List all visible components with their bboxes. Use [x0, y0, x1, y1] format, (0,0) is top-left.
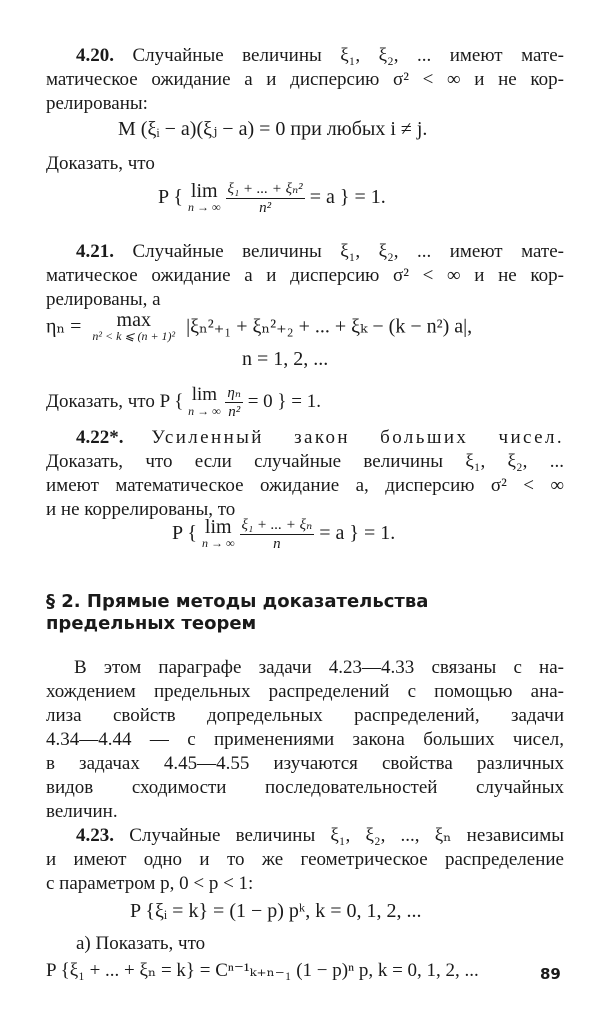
problem-4-23-line3: с параметром p, 0 < p < 1:	[46, 873, 254, 894]
section-para-line: В этом параграфе задачи 4.23—4.33 связаны с на-	[74, 657, 564, 678]
lim-text: lim	[190, 179, 218, 202]
fraction	[240, 516, 315, 553]
section-para-line: величин.	[46, 801, 118, 822]
problem-4-21-range: n = 1, 2, ...	[242, 348, 329, 370]
problem-4-23-item-a: а) Показать, что	[76, 933, 206, 954]
problem-4-20-line1	[46, 44, 564, 68]
problem-4-20-text1: Случайные величины ξ₁, ξ₂, ... имеют мате-	[132, 45, 564, 66]
problem-4-20-line3: релированы:	[46, 93, 148, 114]
max-operator	[92, 309, 176, 344]
fraction-denominator: n²	[259, 200, 272, 216]
section-para-line: лиза свойств допредельных распределений, задачи	[46, 705, 564, 726]
lim-text: lim	[204, 515, 232, 538]
limit-operator	[188, 383, 221, 419]
problem-4-21-formula1	[46, 309, 473, 344]
section-para-line: видов сходимости последовательностей случайных	[46, 777, 564, 798]
problem-4-22-line2: Доказать, что если случайные величины ξ₁, ξ₂, ...	[46, 451, 564, 472]
problem-4-22-line4: и не коррелированы, то	[46, 499, 236, 520]
problem-4-23-formula1: P {ξᵢ = k} = (1 − p) pᵏ, k = 0, 1, 2, ...	[130, 900, 422, 922]
fraction	[226, 180, 305, 217]
problem-4-21-line2: матическое ожидание a и дисперсию σ² < ∞ и не кор-	[46, 265, 564, 286]
lim-text: lim	[191, 383, 218, 405]
problem-4-23-line1	[46, 824, 564, 848]
problem-4-20-formula2	[158, 180, 386, 217]
formula-suffix: = a } = 1.	[309, 186, 386, 209]
problem-4-21-number: 4.21.	[76, 241, 114, 262]
max-text: max	[116, 309, 151, 331]
problem-4-21-text1: Случайные величины ξ₁, ξ₂, ... имеют мате-	[132, 241, 564, 262]
lim-subscript: n → ∞	[187, 199, 221, 214]
problem-4-23-text1: Случайные величины ξ₁, ξ₂, ..., ξₙ независимы	[129, 825, 564, 846]
lim-subscript: n → ∞	[201, 535, 235, 550]
formula-lhs: ηₙ =	[46, 315, 82, 338]
problem-4-21-line1	[46, 240, 564, 264]
fraction	[225, 384, 243, 421]
problem-4-20-line2: матическое ожидание a и дисперсию σ² < ∞ и не кор-	[46, 69, 564, 90]
formula-suffix: = a } = 1.	[319, 522, 396, 545]
formula-suffix: = 0 } = 1.	[247, 390, 322, 412]
limit-operator	[187, 179, 221, 215]
problem-4-20-number: 4.20.	[76, 45, 114, 66]
problem-4-21-prove: Доказать, что	[46, 390, 155, 412]
section-heading-line2: предельных теорем	[46, 613, 257, 634]
problem-4-23-formula2: P {ξ₁ + ... + ξₙ = k} = Cⁿ⁻¹ₖ₊ₙ₋₁ (1 − p)ⁿ p, k = 0, 1, 2, ...	[46, 960, 479, 981]
max-subscript: n² < k ⩽ (n + 1)²	[92, 329, 176, 343]
fraction-numerator: ξ₁ + ... + ξₙ	[241, 517, 313, 533]
problem-4-22-number: 4.22*.	[76, 427, 124, 448]
section-para-line: 4.34—4.44 — с применениями закона больших чисел,	[46, 729, 564, 750]
problem-4-22-formula	[172, 516, 395, 553]
formula-prefix: P {	[159, 390, 184, 412]
section-para-line: хождением предельных распределений с помощью ана-	[46, 681, 564, 702]
formula-rhs: |ξₙ²₊₁ + ξₙ²₊₂ + ... + ξₖ − (k − n²) a|,	[186, 315, 473, 338]
problem-4-21-prove-line	[46, 384, 321, 421]
limit-operator	[201, 515, 235, 551]
problem-4-23-line2: и имеют одно и то же геометрическое распределение	[46, 849, 564, 870]
lim-subscript: n → ∞	[188, 403, 221, 418]
fraction-denominator: n²	[228, 404, 241, 420]
fraction-numerator: ηₙ	[227, 385, 241, 401]
formula-prefix: P {	[172, 522, 197, 545]
problem-4-22-line3: имеют математическое ожидание a, дисперсию σ² < ∞	[46, 475, 564, 496]
formula-prefix: P {	[158, 186, 183, 209]
problem-4-22-title: Усиленный закон больших чисел.	[151, 427, 564, 448]
problem-4-23-number: 4.23.	[76, 825, 114, 846]
problem-4-21-line3: релированы, а	[46, 289, 161, 310]
problem-4-20-formula1: M (ξᵢ − a)(ξⱼ − a) = 0 при любых i ≠ j.	[118, 118, 428, 140]
section-para-line: в задачах 4.45—4.55 изучаются свойства различных	[46, 753, 564, 774]
section-heading-line1: § 2. Прямые методы доказательства	[46, 591, 429, 612]
page-number: 89	[540, 965, 561, 983]
fraction-denominator: n	[273, 536, 281, 552]
problem-4-20-prove: Доказать, что	[46, 153, 155, 174]
problem-4-22-line1	[46, 426, 564, 450]
fraction-numerator: ξ₁ + ... + ξₙ²	[227, 181, 303, 197]
